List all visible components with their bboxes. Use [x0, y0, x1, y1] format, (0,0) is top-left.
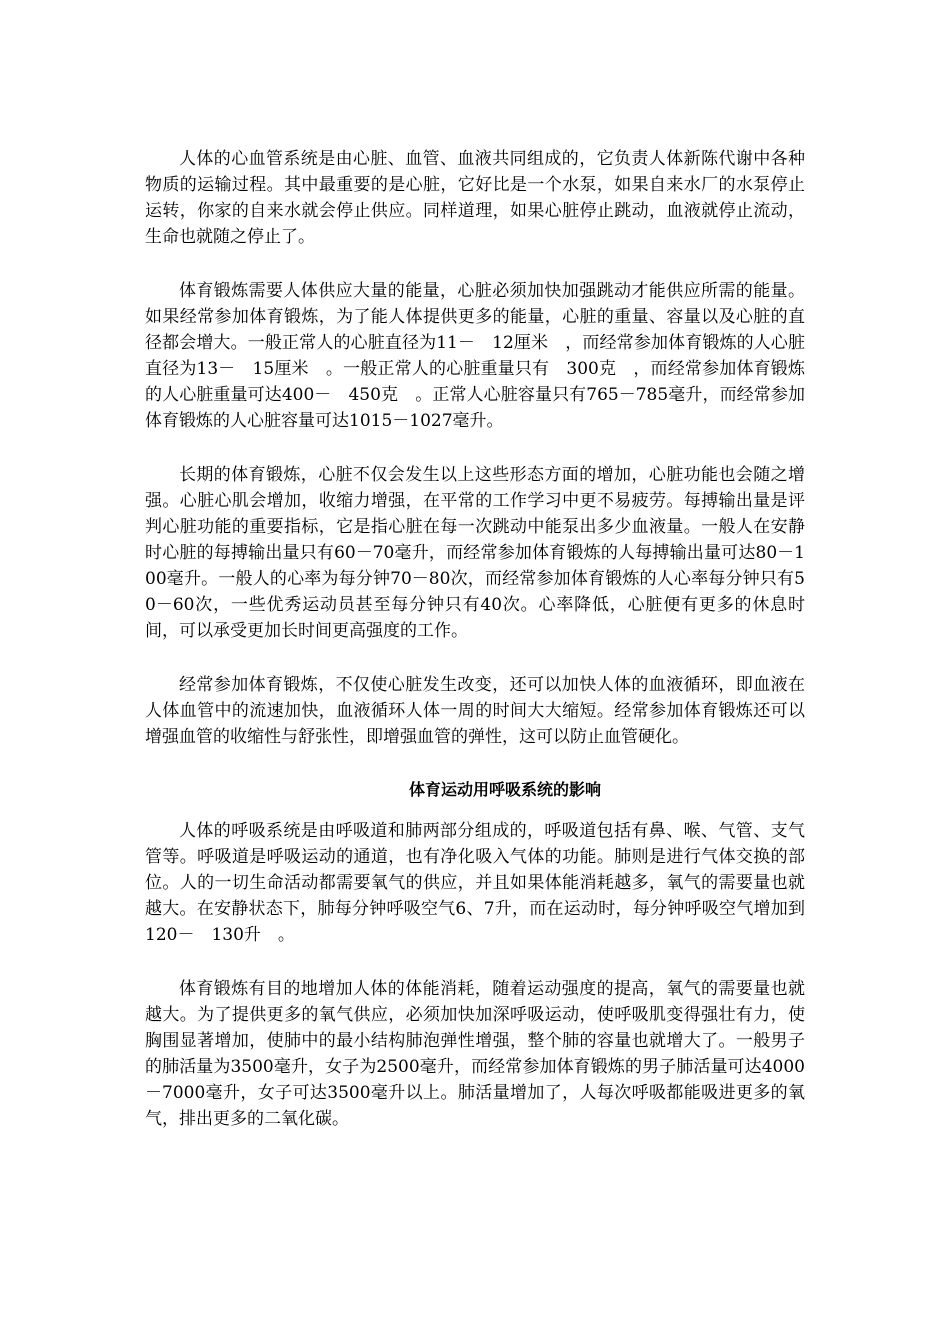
paragraph-heart-size: 体育锻炼需要人体供应大量的能量，心脏必须加快加强跳动才能供应所需的能量。如果经常参加体育锻炼，为了能人体提供更多的能量，心脏的重量、容量以及心脏的直径都会增大。一般正常人的心脏直径为11－ 12厘米 ，而经常参加体育锻炼的人心脏直径为13－ 15厘米 。一般正常人的心脏重量只有 300克 ，而经常参加体育锻炼的人心脏重量可达400－ 450克 。正常人心脏容量只有765－785毫升，而经常参加体育锻炼的人心脏容量可达1015－1027毫升。 — [145, 281, 805, 431]
paragraph-respiratory-intro: 人体的呼吸系统是由呼吸道和肺两部分组成的，呼吸道包括有鼻、喉、气管、支气管等。呼吸道是呼吸运动的通道，也有净化吸入气体的功能。肺则是进行气体交换的部位。人的一切生命活动都需要氧气的供应，并且如果体能消耗越多，氧气的需要量也就越大。在安静状态下，肺每分钟呼吸空气6、7升，而在运动时，每分钟呼吸空气增加到120－ 130升 。 — [145, 821, 805, 945]
section-heading: 体育运动用呼吸系统的影响 — [408, 780, 601, 799]
paragraph-heart-function: 长期的体育锻炼，心脏不仅会发生以上这些形态方面的增加，心脏功能也会随之增强。心脏心肌会增加，收缩力增强，在平常的工作学习中更不易疲劳。每搏输出量是评判心脏功能的重要指标，它是指心脏在每一次跳动中能泵出多少血液量。一般人在安静时心脏的每搏输出量只有60－70毫升，而经常参加体育锻炼的人每搏输出量可达80－100毫升。一般人的心率为每分钟70－80次，而经常参加体育锻炼的人心率每分钟只有50－60次，一些优秀运动员甚至每分钟只有40次。心率降低，心脏便有更多的休息时间，可以承受更加长时间更高强度的工作。 — [145, 465, 805, 641]
paragraph-blood-circulation: 经常参加体育锻炼，不仅使心脏发生改变，还可以加快人体的血液循环，即血液在人体血管中的流速加快，血液循环人体一周的时间大大缩短。经常参加体育锻炼还可以增强血管的收缩性与舒张性，即增强血管的弹性，这可以防止血管硬化。 — [145, 675, 805, 747]
document-page — [145, 146, 805, 1160]
paragraph-lung-capacity: 体育锻炼有目的地增加人体的体能消耗，随着运动强度的提高，氧气的需要量也就越大。为了提供更多的氧气供应，必须加快加深呼吸运动，使呼吸肌变得强壮有力，使胸围显著增加，使肺中的最小结构肺泡弹性增强，整个肺的容量也就增大了。一般男子的肺活量为3500毫升，女子为2500毫升，而经常参加体育锻炼的男子肺活量可达4000－7000毫升，女子可达3500毫升以上。肺活量增加了，人每次呼吸都能吸进更多的氧气，排出更多的二氧化碳。 — [145, 979, 805, 1129]
paragraph-cardiovascular-intro: 人体的心血管系统是由心脏、血管、血液共同组成的，它负责人体新陈代谢中各种物质的运输过程。其中最重要的是心脏，它好比是一个水泵，如果自来水厂的水泵停止运转，你家的自来水就会停止供应。同样道理，如果心脏停止跳动，血液就停止流动，生命也就随之停止了。 — [145, 149, 805, 247]
